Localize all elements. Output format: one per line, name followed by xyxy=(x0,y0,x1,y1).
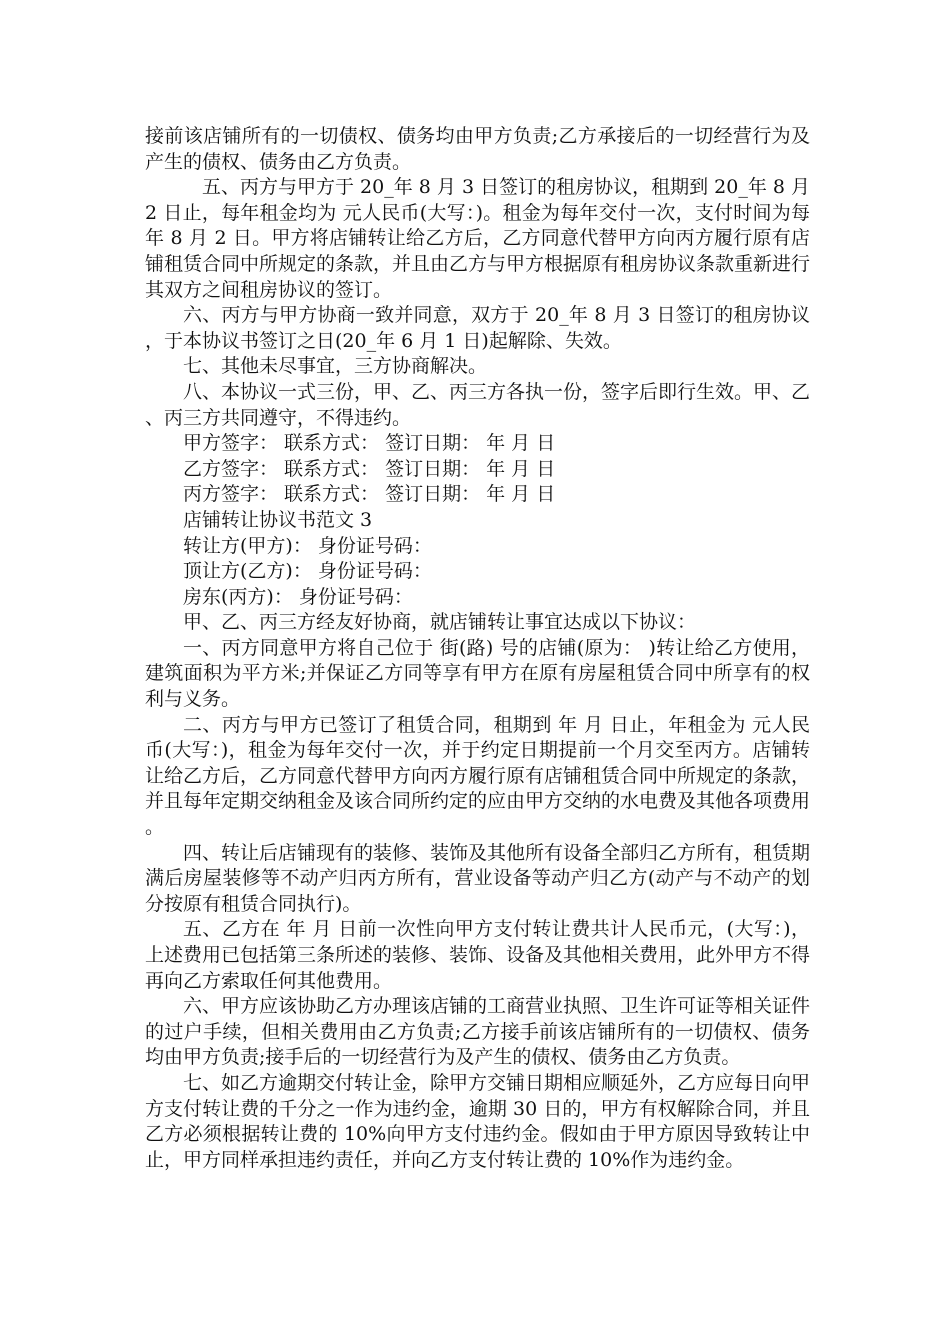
paragraph: 五、乙方在 年 月 日前一次性向甲方支付转让费共计人民币元，(大写：)，上述费用已包括第三条所述的装修、装饰、设备及其他相关费用，此外甲方不得再向乙方索取任何其他费用。 xyxy=(145,918,811,992)
section-title: 店铺转让协议书范文 3 xyxy=(183,508,373,531)
paragraph: 一、丙方同意甲方将自己位于 街(路) 号的店铺(原为： )转让给乙方使用，建筑面积为平方米;并保证乙方同等享有甲方在原有房屋租赁合同中所享有的权利与义务。 xyxy=(145,636,810,711)
paragraph: 甲、乙、丙三方经友好协商，就店铺转让事宜达成以下协议： xyxy=(183,611,697,634)
paragraph: 八、本协议一式三份，甲、乙、丙三方各执一份，签字后即行生效。甲、乙、丙三方共同遵守，不得违约。 xyxy=(145,380,811,429)
paragraph: 四、转让后店铺现有的装修、装饰及其他所有设备全部归乙方所有，租赁期满后房屋装修等不动产归丙方所有，营业设备等动产归乙方(动产与不动产的划分按原有租赁合同执行)。 xyxy=(145,841,811,915)
document-body xyxy=(145,124,810,1173)
party-line: 房东(丙方)： 身份证号码： xyxy=(183,585,413,608)
party-line: 顶让方(乙方)： 身份证号码： xyxy=(183,560,432,583)
paragraph: 接前该店铺所有的一切债权、债务均由甲方负责;乙方承接后的一切经营行为及产生的债权、债务由乙方负责。 xyxy=(145,125,810,173)
paragraph: 二、丙方与甲方已签订了租赁合同，租期到 年 月 日止，年租金为 元人民币(大写：)，租金为每年交付一次，并于约定日期提前一个月交至丙方。店铺转让给乙方后，乙方同意代替甲方向丙方履行原有店铺租赁合同中所规定的条款，并且每年定期交纳租金及该合同所约定的应由甲方交纳的水电费及其他各项费用。 xyxy=(145,713,811,839)
paragraph: 五、丙方与甲方于 20_年 8 月 3 日签订的租房协议，租期到 20_年 8 月 2 日止，每年租金均为 元人民币(大写：)。租金为每年交付一次，支付时间为每年 8 月 2 日。甲方将店铺转让给乙方后，乙方同意代替甲方向丙方履行原有店铺租赁合同中所规定的条款，并且由乙方与甲方根据原有租房协议条款重新进行其双方之间租房协议的签订。 xyxy=(145,176,811,301)
party-line: 转让方(甲方)： 身份证号码： xyxy=(183,534,432,557)
signature-line: 甲方签字： 联系方式： 签订日期： 年 月 日 xyxy=(183,432,556,455)
signature-line: 乙方签字： 联系方式： 签订日期： 年 月 日 xyxy=(183,457,556,480)
paragraph: 六、甲方应该协助乙方办理该店铺的工商营业执照、卫生许可证等相关证件的过户手续，但相关费用由乙方负责;乙方接手前该店铺所有的一切债权、债务均由甲方负责;接手后的一切经营行为及产生的债权、债务由乙方负责。 xyxy=(145,995,811,1069)
signature-line: 丙方签字： 联系方式： 签订日期： 年 月 日 xyxy=(183,483,556,506)
paragraph: 七、如乙方逾期交付转让金，除甲方交铺日期相应顺延外，乙方应每日向甲方支付转让费的千分之一作为违约金，逾期 30 日的，甲方有权解除合同，并且乙方必须根据转让费的 10%向甲方支付违约金。假如由于甲方原因导致转让中止，甲方同样承担违约责任，并向乙方支付转让费的 10%作为违约金。 xyxy=(145,1071,811,1171)
paragraph: 七、其他未尽事宜，三方协商解决。 xyxy=(183,355,488,378)
paragraph: 六、丙方与甲方协商一致并同意，双方于 20_年 8 月 3 日签订的租房协议，于本协议书签订之日(20_年 6 月 1 日)起解除、失效。 xyxy=(145,304,810,352)
